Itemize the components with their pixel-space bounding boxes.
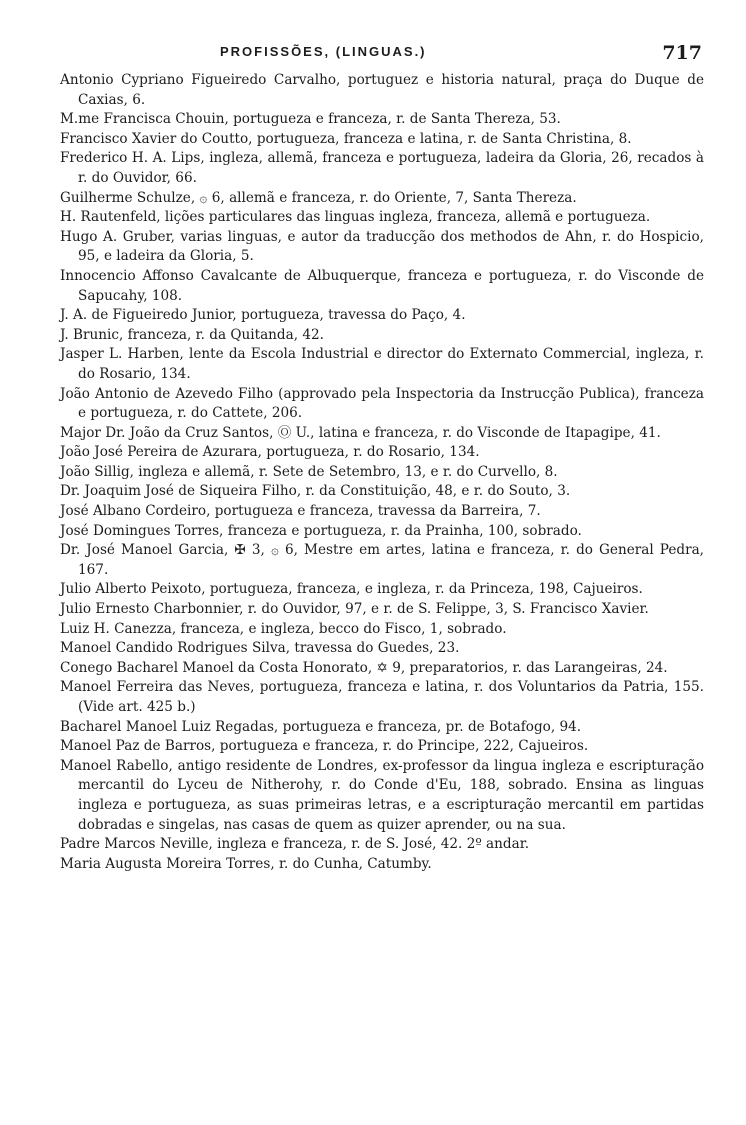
list-entry: Francisco Xavier do Coutto, portugueza, franceza e latina, r. de Santa Christina, 8. (60, 130, 632, 147)
list-entry: Bacharel Manoel Luiz Regadas, portugueza e franceza, pr. de Botafogo, 94. (60, 718, 582, 735)
list-entry: José Domingues Torres, franceza e portugueza, r. da Prainha, 100, sobrado. (60, 522, 582, 539)
list-entry: João José Pereira de Azurara, portugueza, r. do Rosario, 134. (60, 444, 480, 461)
list-entry: M.me Francisca Chouin, portugueza e franceza, r. de Santa Thereza, 53. (60, 111, 561, 128)
list-entry: Jasper L. Harben, lente da Escola Industrial e director do Externato Commercial, ingleza, r. do Rosario, 134. (60, 346, 704, 382)
list-entry: J. A. de Figueiredo Junior, portugueza, travessa do Paço, 4. (60, 307, 466, 324)
list-entry: Maria Augusta Moreira Torres, r. do Cunha, Catumby. (60, 855, 432, 872)
list-entry: Antonio Cypriano Figueiredo Carvalho, portuguez e historia natural, praça do Duque de Caxias, 6. (60, 72, 704, 108)
list-entry: Frederico H. A. Lips, ingleza, allemã, franceza e portugueza, ladeira da Gloria, 26, recados à r. do Ouvidor, 66. (60, 150, 704, 186)
list-entry: José Albano Cordeiro, portugueza e franceza, travessa da Barreira, 7. (60, 503, 541, 520)
list-entry: Luiz H. Canezza, franceza, e ingleza, becco do Fisco, 1, sobrado. (60, 620, 507, 637)
section-title: PROFISSÕES, (LINGUAS.) (220, 44, 427, 59)
list-entry: João Sillig, ingleza e allemã, r. Sete de Setembro, 13, e r. do Curvello, 8. (60, 463, 558, 480)
list-entry: Hugo A. Gruber, varias linguas, e autor da traducção dos methodos de Ahn, r. do Hospicio, 95, e ladeira da Gloria, 5. (60, 228, 704, 265)
list-entry: Conego Bacharel Manoel da Costa Honorato, ✡ 9, preparatorios, r. das Larangeiras, 24. (60, 659, 668, 676)
entry-list (60, 71, 704, 874)
page-header (60, 38, 704, 68)
list-entry: Dr. José Manoel Garcia, ✠ 3, ۞ 6, Mestre em artes, latina e franceza, r. do General Pedra, 167. (60, 542, 704, 578)
list-entry: Padre Marcos Neville, ingleza e franceza, r. de S. José, 42. 2º andar. (60, 836, 530, 853)
list-entry: Manoel Candido Rodrigues Silva, travessa do Guedes, 23. (60, 640, 460, 657)
list-entry: Manoel Paz de Barros, portugueza e franceza, r. do Principe, 222, Cajueiros. (60, 738, 589, 755)
list-entry: H. Rautenfeld, lições particulares das linguas ingleza, franceza, allemã e portugueza. (60, 209, 651, 226)
list-entry: Innocencio Affonso Cavalcante de Albuquerque, franceza e portugueza, r. do Visconde de Sapucahy, 108. (60, 267, 704, 304)
list-entry: Major Dr. João da Cruz Santos, Ⓞ U., latina e franceza, r. do Visconde de Itapagipe, 41. (60, 424, 661, 441)
list-entry: Julio Ernesto Charbonnier, r. do Ouvidor, 97, e r. de S. Felippe, 3, S. Francisco Xavier. (60, 601, 649, 618)
list-entry: J. Brunic, franceza, r. da Quitanda, 42. (60, 326, 325, 343)
page-number: 717 (662, 42, 702, 64)
list-entry: Guilherme Schulze, ۞ 6, allemã e franceza, r. do Oriente, 7, Santa Thereza. (60, 189, 577, 206)
list-entry: João Antonio de Azevedo Filho (approvado pela Inspectoria da Instrucção Publica), franceza e portugueza, r. do Cattete, 206. (60, 385, 704, 422)
list-entry: Manoel Ferreira das Neves, portugueza, franceza e latina, r. dos Voluntarios da Patria, 155. (Vide art. 425 b.) (60, 679, 704, 715)
list-entry: Dr. Joaquim José de Siqueira Filho, r. da Constituição, 48, e r. do Souto, 3. (60, 483, 571, 500)
list-entry: Manoel Rabello, antigo residente de Londres, ex-professor da lingua ingleza e escripturação mercantil do Lyceu de Nitherohy, r. do Conde d'Eu, 188, sobrado. Ensina as linguas ingleza e portugueza, as suas primeiras letras, e a escripturação mercantil em partidas dobradas e singelas, nas casas de quem as quizer aprender, ou na sua. (60, 757, 704, 833)
directory-page (60, 38, 704, 874)
list-entry: Julio Alberto Peixoto, portugueza, franceza, e ingleza, r. da Princeza, 198, Cajueiros. (60, 581, 643, 598)
